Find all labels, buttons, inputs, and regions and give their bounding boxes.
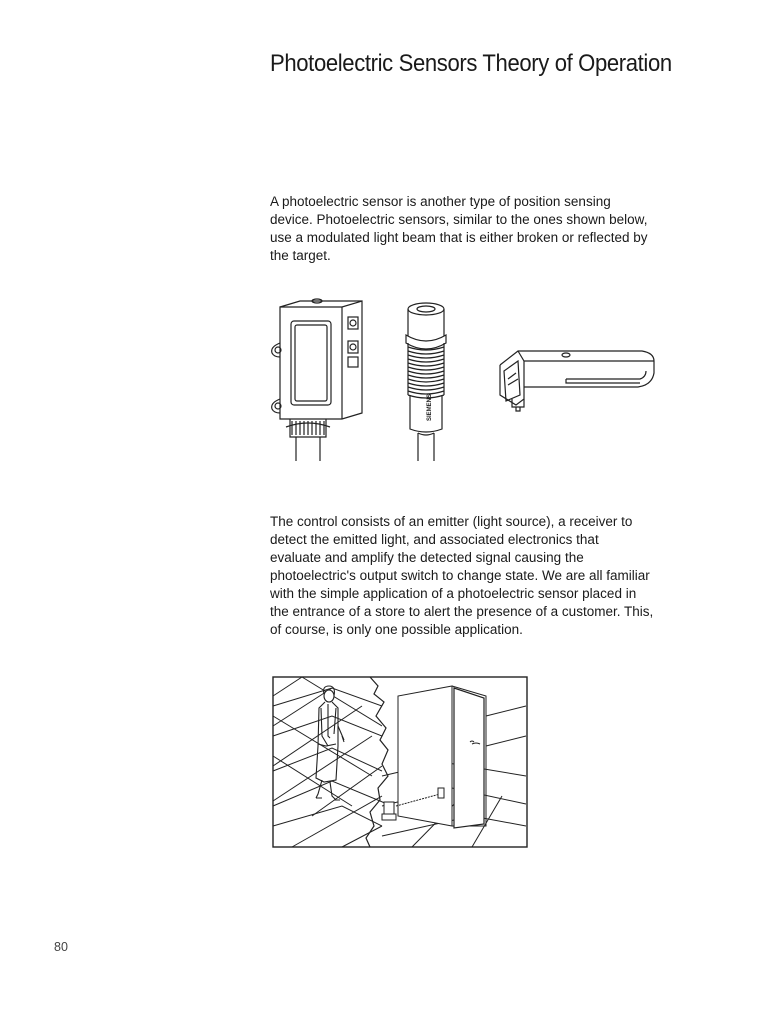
intro-paragraph <box>270 193 710 265</box>
intro-line: device. Photoelectric sensors, similar to the ones shown below, <box>270 212 648 227</box>
rectangular-sensor-illustration <box>272 299 362 461</box>
control-line: of course, is only one possible application. <box>270 622 523 637</box>
store-entrance-illustration <box>272 676 530 850</box>
right-angle-sensor-illustration <box>500 351 654 411</box>
sensor-brand-label: SIEMENS <box>427 393 433 421</box>
control-line: with the simple application of a photoelectric sensor placed in <box>270 586 637 601</box>
control-line: evaluate and amplify the detected signal causing the <box>270 550 584 565</box>
page-title: Photoelectric Sensors Theory of Operation <box>270 50 672 77</box>
control-line: photoelectric's output switch to change state. We are all familiar <box>270 568 650 583</box>
cylindrical-sensor-illustration <box>406 303 446 461</box>
control-paragraph <box>270 513 710 639</box>
control-line: detect the emitted light, and associated electronics that <box>270 532 599 547</box>
intro-line: use a modulated light beam that is either broken or reflected by <box>270 230 648 245</box>
sensor-illustrations <box>262 295 662 465</box>
intro-line: A photoelectric sensor is another type of position sensing <box>270 194 611 209</box>
control-line: the entrance of a store to alert the presence of a customer. This, <box>270 604 654 619</box>
control-line: The control consists of an emitter (light source), a receiver to <box>270 514 633 529</box>
intro-line: the target. <box>270 248 331 263</box>
page-number: 80 <box>54 940 68 954</box>
